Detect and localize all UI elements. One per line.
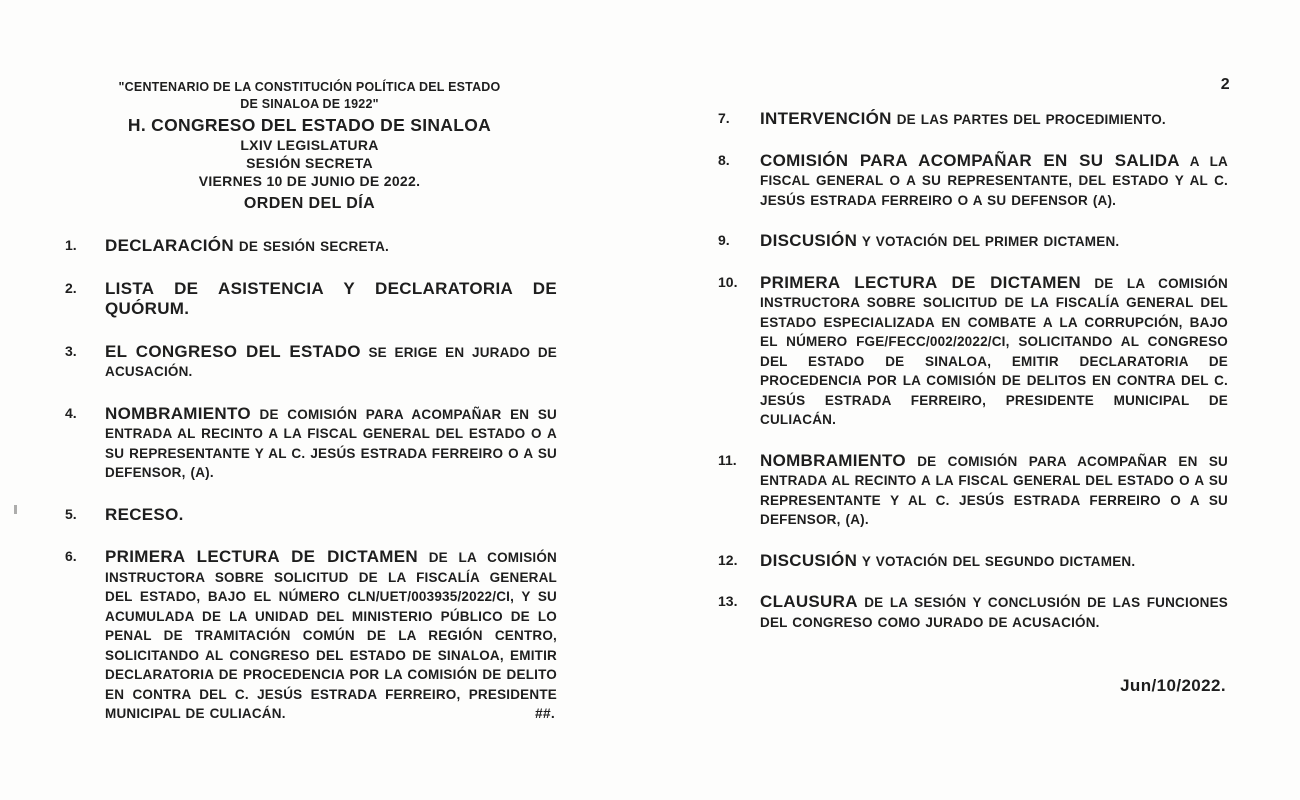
- legislature-line: LXIV LEGISLATURA: [240, 137, 379, 153]
- item-number: 1.: [65, 237, 77, 253]
- item-lead: CLAUSURA: [760, 592, 858, 611]
- item-rest: DE SESIÓN SECRETA.: [238, 239, 390, 254]
- agenda-item-2: [62, 279, 557, 320]
- item-lead: DECLARACIÓN: [105, 236, 234, 255]
- item-number: 9.: [718, 232, 730, 248]
- item-lead: INTERVENCIÓN: [760, 109, 892, 128]
- motto-line-1: "CENTENARIO DE LA CONSTITUCIÓN POLÍTICA DEL ESTADO: [118, 80, 501, 94]
- item-lead: PRIMERA LECTURA DE DICTAMEN: [105, 547, 418, 566]
- item-text: [105, 342, 557, 382]
- item-text: [760, 273, 1228, 430]
- item-text: [760, 551, 1228, 572]
- session-type-line: SESIÓN SECRETA: [246, 155, 373, 171]
- item-text: [760, 451, 1228, 530]
- item-number: 2.: [65, 279, 77, 296]
- agenda-item-4: [62, 404, 557, 483]
- item-rest: DE LA COMISIÓN INSTRUCTORA SOBRE SOLICITUD DE LA FISCALÍA GENERAL DEL ESTADO ESPECIALIZADA EN COMBATE A LA CORRUPCIÓN, BAJO EL NÚMERO FGE/FECC/002/2022/CI, SOLICITANDO AL CONGRESO DEL ESTADO DE SINALOA, EMITIR DECLARATORIA DE PROCEDENCIA POR LA COMISIÓN DE DELITOS EN CONTRA DEL C. JESÚS ESTRADA FERREIRO, PRESIDENTE MUNICIPAL DE CULIACÁN.: [760, 275, 1229, 427]
- item-lead: DISCUSIÓN: [760, 550, 858, 570]
- motto-line-2: DE SINALOA DE 1922": [240, 97, 379, 111]
- item-rest: DE COMISIÓN PARA ACOMPAÑAR EN SU ENTRADA AL RECINTO A LA FISCAL GENERAL DEL ESTADO O A SU REPRESENTANTE Y AL C. JESÚS ESTRADA FERREIRO O A SU DEFENSOR, (A).: [105, 406, 557, 480]
- item-lead: LISTA DE ASISTENCIA Y DECLARATORIA DE QUÓRUM.: [105, 278, 557, 318]
- item-rest: DE LA COMISIÓN INSTRUCTORA SOBRE SOLICITUD DE LA FISCALÍA GENERAL DEL ESTADO, BAJO EL NÚMERO CLN/UET/003935/2022/CI, Y SU ACUMULADA DE LA UNIDAD DEL MINISTERIO PÚBLICO DE LO PENAL DE TRAMITACIÓN COMÚN DE LA REGIÓN CENTRO, SOLICITANDO AL CONGRESO DEL ESTADO DE SINALOA, EMITIR DECLARATORIA DE PROCEDENCIA POR LA COMISIÓN DE DELITO EN CONTRA DEL C. JESÚS ESTRADA FERREIRO, PRESIDENTE MUNICIPAL DE CULIACÁN.: [105, 550, 558, 721]
- item-lead: NOMBRAMIENTO: [760, 450, 906, 470]
- page-number: 2: [1220, 76, 1230, 93]
- item-text: [760, 231, 1228, 252]
- item-lead: NOMBRAMIENTO: [105, 403, 251, 423]
- agenda-item-7: [706, 109, 1228, 130]
- agenda-item-5: [62, 505, 557, 526]
- item-text: [105, 505, 557, 526]
- end-mark: ##.: [534, 705, 555, 721]
- item-lead: PRIMERA LECTURA DE DICTAMEN: [760, 272, 1081, 292]
- item-text: [105, 236, 557, 257]
- item-rest: SE ERIGE EN JURADO DE ACUSACIÓN.: [105, 344, 558, 379]
- agenda-item-8: [706, 151, 1228, 211]
- agenda-item-3: [62, 342, 557, 382]
- item-text: [105, 404, 557, 483]
- agenda-item-1: [62, 236, 557, 257]
- item-number: 8.: [718, 151, 730, 168]
- item-rest: A LA FISCAL GENERAL O A SU REPRESENTANTE, DEL ESTADO Y AL C. JESÚS ESTRADA FERREIRO O A SU DEFENSOR (A).: [760, 153, 1229, 208]
- item-text: [760, 109, 1228, 130]
- item-lead: RECESO.: [105, 504, 184, 524]
- document-date: Jun/10/2022.: [1120, 676, 1226, 695]
- item-number: 6.: [65, 548, 77, 564]
- item-number: 5.: [65, 505, 77, 522]
- item-rest: Y VOTACIÓN DEL SEGUNDO DICTAMEN.: [861, 553, 1136, 569]
- agenda-item-10: [706, 273, 1228, 430]
- document-header: [100, 75, 520, 214]
- item-number: 4.: [65, 404, 77, 421]
- session-date-line: VIERNES 10 DE JUNIO DE 2022.: [198, 173, 421, 189]
- item-number: 10.: [718, 273, 738, 290]
- item-text: [105, 547, 557, 724]
- item-text: [760, 592, 1228, 632]
- item-rest: DE LA SESIÓN Y CONCLUSIÓN DE LAS FUNCIONES DEL CONGRESO COMO JURADO DE ACUSACIÓN.: [760, 595, 1228, 630]
- item-text: [760, 151, 1228, 211]
- item-lead: EL CONGRESO DEL ESTADO: [105, 341, 361, 361]
- agenda-item-6: [62, 547, 557, 724]
- scan-artifact: [14, 505, 17, 514]
- right-column: [706, 75, 1228, 696]
- item-number: 11.: [718, 451, 737, 468]
- left-column: [62, 75, 557, 746]
- agenda-item-12: [706, 551, 1228, 572]
- item-number: 13.: [718, 593, 738, 609]
- item-rest: DE COMISIÓN PARA ACOMPAÑAR EN SU ENTRADA AL RECINTO A LA FISCAL GENERAL DEL ESTADO O A SU REPRESENTANTE Y AL C. JESÚS ESTRADA FERREIRO O A SU DEFENSOR, (A).: [760, 453, 1228, 527]
- organization-title: H. CONGRESO DEL ESTADO DE SINALOA: [127, 115, 492, 135]
- agenda-item-13: [706, 592, 1228, 632]
- item-rest: Y VOTACIÓN DEL PRIMER DICTAMEN.: [861, 234, 1120, 249]
- item-number: 3.: [65, 342, 77, 359]
- agenda-item-9: [706, 231, 1228, 252]
- agenda-item-11: [706, 451, 1228, 530]
- agenda-title: ORDEN DEL DÍA: [243, 195, 376, 212]
- item-number: 7.: [718, 110, 730, 126]
- item-rest: DE LAS PARTES DEL PROCEDIMIENTO.: [896, 112, 1166, 127]
- item-text: [105, 279, 557, 320]
- item-lead: DISCUSIÓN: [760, 231, 858, 250]
- item-lead: COMISIÓN PARA ACOMPAÑAR EN SU SALIDA: [760, 150, 1180, 170]
- item-number: 12.: [718, 551, 738, 568]
